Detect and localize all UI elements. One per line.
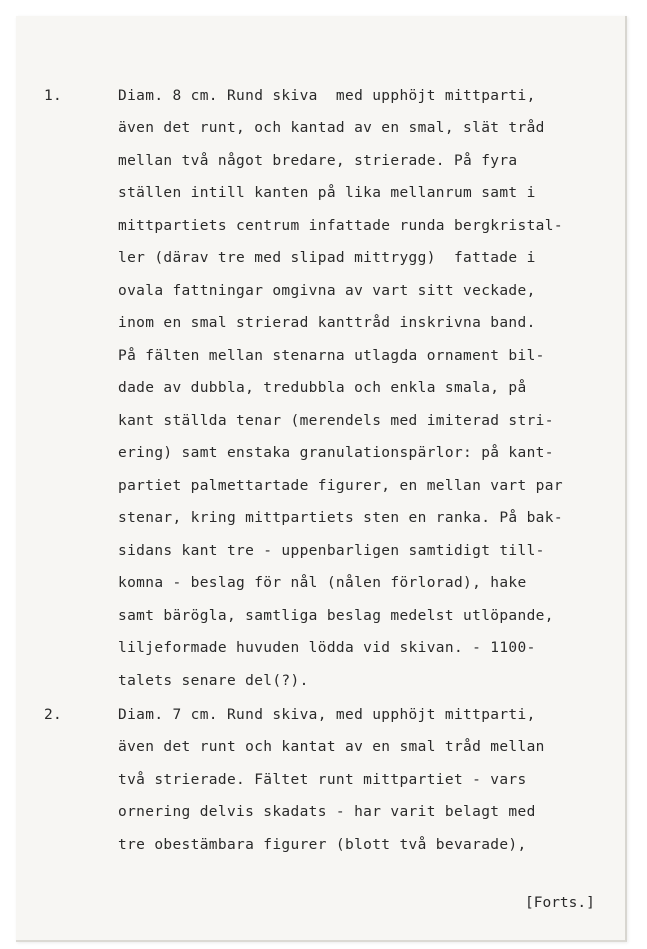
text-line: sidans kant tre - uppenbarligen samtidigt till- xyxy=(118,543,545,559)
text-line: ler (därav tre med slipad mittrygg) fattade i xyxy=(118,250,536,266)
text-line: även det runt och kantat av en smal tråd mellan xyxy=(118,739,545,755)
text-line: komna - beslag för nål (nålen förlorad), hake xyxy=(118,575,527,591)
text-line: På fälten mellan stenarna utlagda ornament bil- xyxy=(118,348,545,364)
entry-number: 2. xyxy=(44,707,63,723)
text-line: Diam. 7 cm. Rund skiva, med upphöjt mittparti, xyxy=(118,707,536,723)
text-line: ornering delvis skadats - har varit belagt med xyxy=(118,804,536,820)
text-line: ering) samt enstaka granulationspärlor: på kant- xyxy=(118,445,554,461)
text-line: mittpartiets centrum infattade runda bergkristal- xyxy=(118,218,563,234)
text-line: två strierade. Fältet runt mittpartiet - vars xyxy=(118,772,527,788)
text-line: talets senare del(?). xyxy=(118,673,309,689)
text-line: kant ställda tenar (merendels med imiterad stri- xyxy=(118,413,554,429)
text-line: ställen intill kanten på lika mellanrum samt i xyxy=(118,185,536,201)
text-line: även det runt, och kantad av en smal, slät tråd xyxy=(118,120,545,136)
text-line: stenar, kring mittpartiets sten en ranka. På bak- xyxy=(118,510,563,526)
continuation-note: [Forts.] xyxy=(525,895,595,911)
text-line: dade av dubbla, tredubbla och enkla smala, på xyxy=(118,380,527,396)
text-line: samt bärögla, samtliga beslag medelst utlöpande, xyxy=(118,608,554,624)
text-line: ovala fattningar omgivna av vart sitt veckade, xyxy=(118,283,536,299)
text-line: inom en smal strierad kanttråd inskrivna band. xyxy=(118,315,536,331)
text-line: tre obestämbara figurer (blott två bevarade), xyxy=(118,837,527,853)
text-line: partiet palmettartade figurer, en mellan vart par xyxy=(118,478,563,494)
entry-number: 1. xyxy=(44,88,63,104)
text-line: mellan två något bredare, strierade. På fyra xyxy=(118,153,518,169)
text-line: Diam. 8 cm. Rund skiva med upphöjt mittparti, xyxy=(118,88,536,104)
text-line: liljeformade huvuden lödda vid skivan. - 1100- xyxy=(118,640,536,656)
